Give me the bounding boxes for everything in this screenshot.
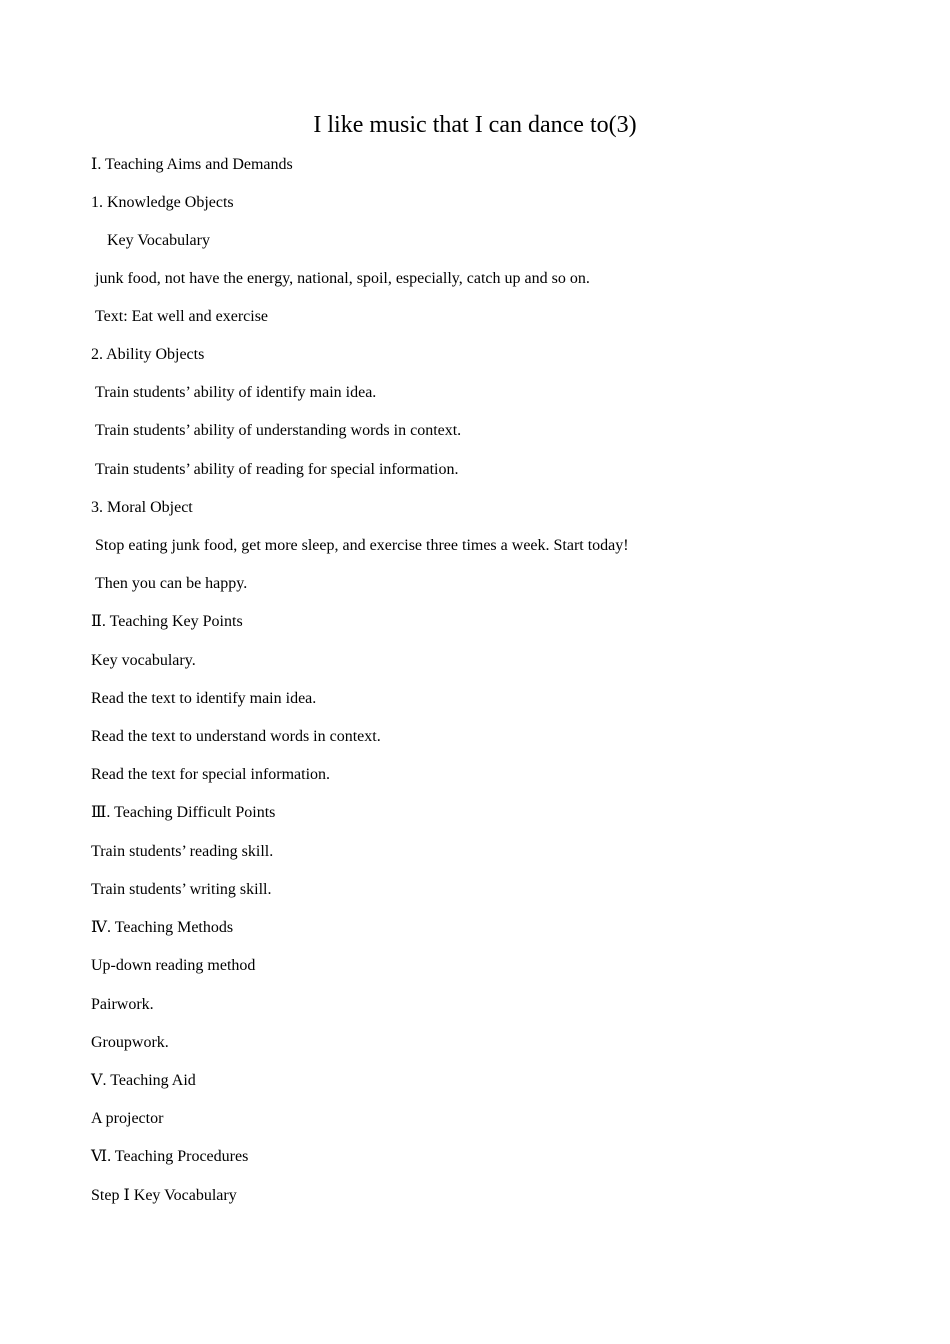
section-heading-key-points: Ⅱ. Teaching Key Points [91,613,243,630]
method-item: Groupwork. [91,1034,169,1051]
section-heading-aid: Ⅴ. Teaching Aid [91,1072,196,1089]
subheading-knowledge-objects: 1. Knowledge Objects [91,194,234,211]
aid-item: A projector [91,1110,164,1127]
section-heading-methods: Ⅳ. Teaching Methods [91,919,234,936]
key-point-item: Read the text to identify main idea. [91,690,317,707]
vocabulary-list: junk food, not have the energy, national, spoil, especially, catch up and so on. [95,270,590,287]
ability-item: Train students’ ability of understanding words in context. [95,422,462,439]
subheading-key-vocabulary: Key Vocabulary [107,232,210,249]
method-item: Up-down reading method [91,957,256,974]
subheading-ability-objects: 2. Ability Objects [91,346,205,363]
subheading-moral-object: 3. Moral Object [91,499,193,516]
key-point-item: Read the text to understand words in context. [91,728,381,745]
section-heading-aims: Ⅰ. Teaching Aims and Demands [91,156,293,173]
section-heading-procedures: Ⅵ. Teaching Procedures [91,1148,249,1165]
procedure-step: Step Ⅰ Key Vocabulary [91,1187,237,1204]
section-heading-difficult-points: Ⅲ. Teaching Difficult Points [91,804,276,821]
text-title: Text: Eat well and exercise [95,308,269,325]
document-title: I like music that I can dance to(3) [313,112,637,138]
moral-text: Then you can be happy. [95,575,248,592]
ability-item: Train students’ ability of identify main idea. [95,384,377,401]
key-point-item: Read the text for special information. [91,766,331,783]
key-point-item: Key vocabulary. [91,652,196,669]
ability-item: Train students’ ability of reading for special information. [95,461,459,478]
difficult-point-item: Train students’ writing skill. [91,881,272,898]
moral-text: Stop eating junk food, get more sleep, and exercise three times a week. Start today! [95,537,629,554]
difficult-point-item: Train students’ reading skill. [91,843,274,860]
method-item: Pairwork. [91,996,154,1013]
